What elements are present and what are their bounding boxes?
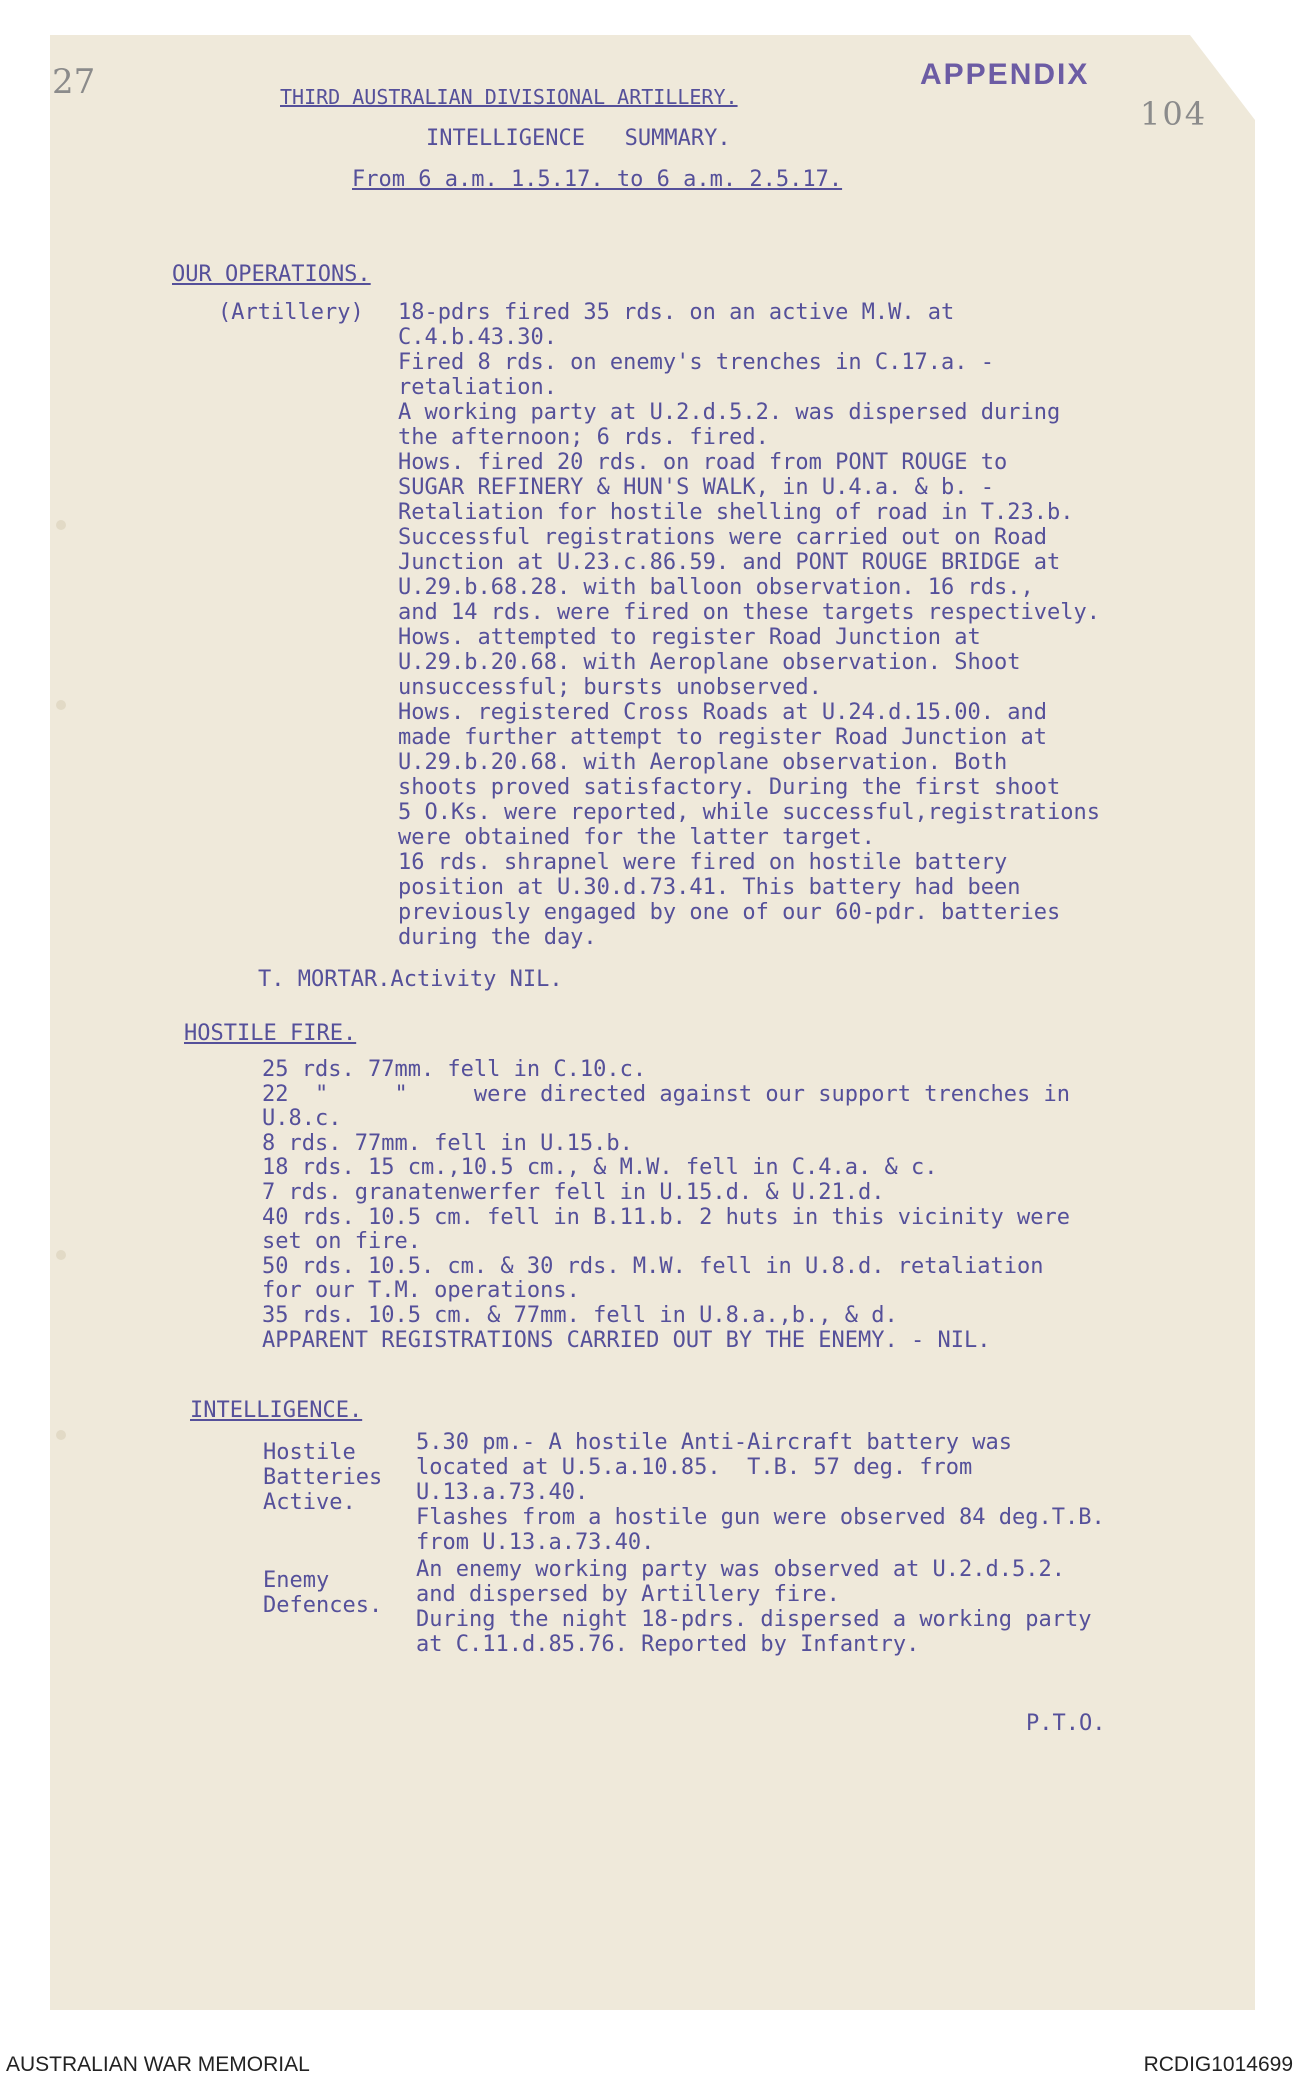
punch-hole: [56, 1250, 66, 1260]
text-line: located at U.5.a.10.85. T.B. 57 deg. from: [416, 1455, 973, 1480]
trench-mortar-line: T. MORTAR.Activity NIL.: [258, 967, 563, 992]
text-line: Hows. fired 20 rds. on road from PONT ROUGE to: [398, 450, 1008, 475]
pencil-folio-number: 27: [52, 62, 96, 102]
punch-hole: [56, 700, 66, 710]
text-line: at C.11.d.85.76. Reported by Infantry.: [416, 1632, 920, 1657]
text-line: position at U.30.d.73.41. This battery had been: [398, 875, 1021, 900]
text-line: A working party at U.2.d.5.2. was dispersed during: [398, 400, 1061, 425]
text-line: 22 " " were directed against our support trenches in: [262, 1081, 1070, 1107]
text-line: 40 rds. 10.5 cm. fell in B.11.b. 2 huts in this vicinity were: [262, 1204, 1070, 1230]
text-line: Flashes from a hostile gun were observed 84 deg.T.B.: [416, 1505, 1105, 1530]
section-heading-operations: OUR OPERATIONS.: [172, 262, 371, 287]
text-line: Defences.: [263, 1593, 383, 1618]
text-line: unsuccessful; bursts unobserved.: [398, 675, 822, 700]
punch-hole: [56, 520, 66, 530]
text-line: were obtained for the latter target.: [398, 825, 875, 850]
text-line: U.13.a.73.40.: [416, 1480, 589, 1505]
text-line: 5.30 pm.- A hostile Anti-Aircraft battery was: [416, 1430, 1013, 1455]
text-line: U.29.b.20.68. with Aeroplane observation. Shoot: [398, 650, 1021, 675]
footer-archive-name: AUSTRALIAN WAR MEMORIAL: [6, 2053, 310, 2076]
text-line: SUGAR REFINERY & HUN'S WALK, in U.4.a. & b. -: [398, 475, 995, 500]
text-line: Enemy: [263, 1568, 330, 1593]
text-line: previously engaged by one of our 60-pdr. batteries: [398, 900, 1061, 925]
unit-heading: THIRD AUSTRALIAN DIVISIONAL ARTILLERY.: [280, 85, 738, 109]
text-line: Junction at U.23.c.86.59. and PONT ROUGE BRIDGE at: [398, 550, 1061, 575]
text-line: Hostile: [263, 1440, 356, 1465]
text-line: 25 rds. 77mm. fell in C.10.c.: [262, 1057, 647, 1082]
text-line: shoots proved satisfactory. During the first shoot: [398, 775, 1061, 800]
text-line: U.29.b.20.68. with Aeroplane observation. Both: [398, 750, 1008, 775]
text-line: 7 rds. granatenwerfer fell in U.15.d. & U.21.d.: [262, 1180, 885, 1205]
text-line: Active.: [263, 1490, 356, 1515]
text-line: U.8.c.: [262, 1106, 342, 1132]
text-line: 8 rds. 77mm. fell in U.15.b.: [262, 1130, 633, 1156]
text-line: 50 rds. 10.5. cm. & 30 rds. M.W. fell in U.8.d. retaliation: [262, 1253, 1044, 1279]
text-line: retaliation.: [398, 375, 557, 400]
artillery-label: (Artillery): [218, 300, 364, 325]
text-line: the afternoon; 6 rds. fired.: [398, 425, 769, 450]
text-line: 16 rds. shrapnel were fired on hostile battery: [398, 850, 1008, 875]
appendix-stamp: APPENDIX: [920, 58, 1090, 91]
text-line: 5 O.Ks. were reported, while successful,registrations: [398, 800, 1100, 825]
text-line: 35 rds. 10.5 cm. & 77mm. fell in U.8.a.,b., & d.: [262, 1303, 898, 1328]
section-heading-hostile-fire: HOSTILE FIRE.: [184, 1021, 357, 1046]
text-line: set on fire.: [262, 1229, 421, 1255]
text-line: Hows. registered Cross Roads at U.24.d.15.00. and: [398, 700, 1048, 725]
section-heading-intelligence: INTELLIGENCE.: [190, 1398, 363, 1423]
pto-note: P.T.O.: [1026, 1711, 1106, 1736]
text-line: made further attempt to register Road Junction at: [398, 725, 1048, 750]
text-line: Retaliation for hostile shelling of road in T.23.b.: [398, 500, 1074, 525]
text-line: An enemy working party was observed at U.2.d.5.2.: [416, 1557, 1066, 1582]
text-line: and 14 rds. were fired on these targets respectively.: [398, 600, 1100, 625]
period-line: From 6 a.m. 1.5.17. to 6 a.m. 2.5.17.: [352, 167, 843, 192]
punch-hole: [56, 1430, 66, 1440]
text-line: Fired 8 rds. on enemy's trenches in C.17.a. -: [398, 350, 995, 375]
text-line: 18 rds. 15 cm.,10.5 cm., & M.W. fell in C.4.a. & c.: [262, 1155, 938, 1181]
text-line: APPARENT REGISTRATIONS CARRIED OUT BY THE ENEMY. - NIL.: [262, 1327, 991, 1353]
page-number: 104: [1140, 95, 1208, 133]
text-line: 18-pdrs fired 35 rds. on an active M.W. at: [398, 300, 955, 325]
text-line: C.4.b.43.30.: [398, 325, 557, 350]
text-line: U.29.b.68.28. with balloon observation. 16 rds.,: [398, 575, 1034, 600]
summary-title: INTELLIGENCE SUMMARY.: [426, 126, 731, 151]
text-line: Hows. attempted to register Road Junction at: [398, 625, 981, 650]
text-line: Batteries: [263, 1465, 383, 1490]
text-line: and dispersed by Artillery fire.: [416, 1582, 840, 1607]
text-line: from U.13.a.73.40.: [416, 1530, 655, 1555]
text-line: for our T.M. operations.: [262, 1278, 580, 1304]
footer-record-id: RCDIG1014699: [1143, 2053, 1293, 2076]
text-line: During the night 18-pdrs. dispersed a working party: [416, 1607, 1092, 1632]
text-line: Successful registrations were carried out on Road: [398, 525, 1048, 550]
text-line: during the day.: [398, 925, 597, 950]
